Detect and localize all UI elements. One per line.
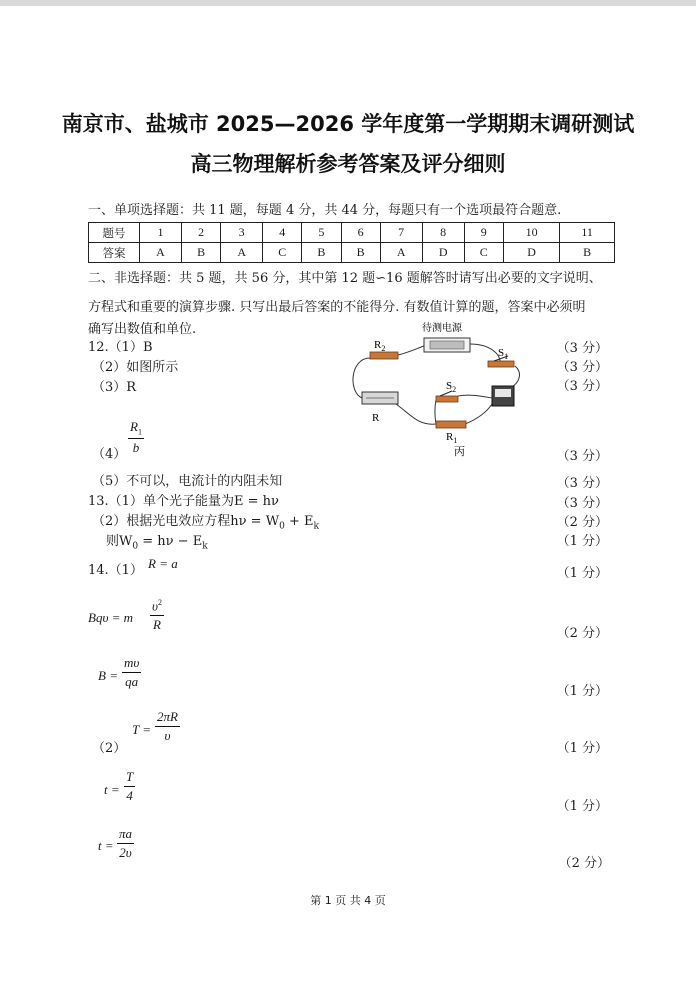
numerator-superscript: 2 xyxy=(157,598,162,607)
q13-part3 xyxy=(106,530,208,552)
q12-part5: （5）不可以，电流计的内阻未知 xyxy=(92,474,283,489)
label-r: R xyxy=(372,412,380,424)
figure-label: 丙 xyxy=(454,445,465,458)
fraction-denominator: qa xyxy=(125,674,139,689)
fraction-denominator: R xyxy=(153,617,161,633)
q13-part2-sub: 0 xyxy=(279,521,285,532)
label-r2-sub: 2 xyxy=(381,344,386,353)
table-cell: D xyxy=(503,243,559,263)
score-label: （3 分） xyxy=(556,379,608,394)
document-title: 南京市、盐城市 2025—2026 学年度第一学期期末调研测试 xyxy=(61,112,635,136)
score-label: （1 分） xyxy=(556,741,608,756)
q12-part3: （3）R xyxy=(92,380,137,395)
q12-part4-fraction xyxy=(128,419,144,456)
score-label: （3 分） xyxy=(556,449,608,464)
q14-eq4-lhs: T = xyxy=(132,722,152,737)
q13-part2-tail-sub: k xyxy=(313,521,319,532)
score-label: （3 分） xyxy=(556,476,608,491)
section2-heading-line3: 确写出数值和单位. xyxy=(88,322,197,337)
section1-heading: 一、单项选择题：共 11 题，每题 4 分，共 44 分，每题只有一个选项最符合题意. xyxy=(88,203,562,218)
q14-eq6-fraction xyxy=(117,826,134,861)
wire xyxy=(458,395,492,398)
q12-part4-label: （4） xyxy=(92,447,127,462)
table-cell: 3 xyxy=(221,223,263,243)
label-source: 待测电源 xyxy=(422,323,462,334)
table-cell: A xyxy=(221,243,263,263)
galvanometer-dial xyxy=(495,389,511,397)
q13-part3-text: 则W xyxy=(106,534,133,549)
label-s1-sub: 1 xyxy=(504,352,509,361)
label-s2-main: S xyxy=(446,380,453,392)
label-r2 xyxy=(374,339,385,353)
q14-eq5-fraction xyxy=(124,769,135,804)
score-label: （2 分） xyxy=(556,626,608,641)
document-page xyxy=(0,6,696,992)
q14-eq4-fraction xyxy=(155,709,180,744)
numerator-text: υ xyxy=(152,598,158,614)
table-row-answers xyxy=(89,243,615,263)
wire xyxy=(465,404,492,424)
fraction-numerator: T xyxy=(124,769,135,787)
table-cell: 11 xyxy=(560,223,615,243)
circuit-diagram xyxy=(340,314,540,464)
q13-part2-tail: + E xyxy=(284,514,314,529)
table-cell: 4 xyxy=(263,223,302,243)
table-cell: B xyxy=(560,243,615,263)
fraction-numerator: mυ xyxy=(122,655,141,673)
label-r1 xyxy=(446,431,457,445)
wire xyxy=(470,344,500,362)
label-s2 xyxy=(446,380,456,394)
table-cell: B xyxy=(182,243,221,263)
fraction-denominator: υ xyxy=(164,728,171,743)
table-cell: 5 xyxy=(302,223,341,243)
q14-part1-label: 14.（1） xyxy=(88,563,143,578)
q13-part3-sub: 0 xyxy=(132,541,139,552)
table-cell: 10 xyxy=(503,223,559,243)
fraction-numerator: 2πR xyxy=(155,709,180,727)
score-label: （1 分） xyxy=(556,566,608,581)
table-cell: 8 xyxy=(422,223,464,243)
numerator-text: R xyxy=(130,419,138,434)
table-cell: 9 xyxy=(464,223,503,243)
resistor-r1 xyxy=(436,421,466,428)
table-cell: 7 xyxy=(380,223,422,243)
document-subtitle: 高三物理解析参考答案及评分细则 xyxy=(190,152,506,176)
switch-s2 xyxy=(436,396,458,402)
score-label: （2 分） xyxy=(556,515,608,530)
q14-eq1: R = a xyxy=(148,556,178,571)
score-label: （1 分） xyxy=(556,799,608,814)
q14-eq3-lhs: B = xyxy=(98,668,118,683)
page-footer: 第 1 页 共 4 页 xyxy=(310,894,386,907)
table-cell: C xyxy=(263,243,302,263)
label-r1-main: R xyxy=(446,431,454,443)
q13-part2 xyxy=(92,510,319,532)
label-s2-sub: 2 xyxy=(452,385,457,394)
label-r2-main: R xyxy=(374,339,382,351)
q14-eq2-fraction xyxy=(150,598,164,633)
row-header-answer: 答案 xyxy=(89,243,140,263)
q14-eq5-lhs: t = xyxy=(104,782,120,797)
section2-heading-line1: 二、非选择题：共 5 题，共 56 分，其中第 12 题∽16 题解答时请写出必要的文字说明、 xyxy=(88,271,602,286)
q13-part3-tail-sub: k xyxy=(202,541,208,552)
fraction-numerator: πa xyxy=(117,826,134,844)
q13-part3-tail: = hν − E xyxy=(138,534,203,549)
fraction-denominator: 2υ xyxy=(119,845,132,860)
fraction-numerator xyxy=(128,419,144,439)
table-cell: D xyxy=(422,243,464,263)
wire xyxy=(396,404,436,424)
battery-cells xyxy=(430,341,464,349)
answer-table xyxy=(88,222,615,263)
q14-eq3-fraction xyxy=(122,655,141,690)
resistor-r2 xyxy=(370,352,398,359)
row-header-number: 题号 xyxy=(89,223,140,243)
table-cell: A xyxy=(380,243,422,263)
fraction-denominator: 4 xyxy=(126,788,133,803)
table-cell: A xyxy=(140,243,182,263)
score-label: （1 分） xyxy=(556,684,608,699)
section2-heading-line2: 方程式和重要的演算步骤. 只写出最后答案的不能得分. 有数值计算的题，答案中必须明 xyxy=(88,300,586,315)
label-s1 xyxy=(498,347,508,361)
wire xyxy=(398,346,424,355)
table-cell: B xyxy=(341,243,380,263)
table-cell: 1 xyxy=(140,223,182,243)
q12-part2: （2）如图所示 xyxy=(92,360,179,375)
score-label: （2 分） xyxy=(558,856,610,871)
q14-eq6-lhs: t = xyxy=(98,838,114,853)
score-label: （3 分） xyxy=(556,360,608,375)
table-row-numbers xyxy=(89,223,615,243)
score-label: （3 分） xyxy=(556,496,608,511)
fraction-numerator xyxy=(150,598,164,616)
table-cell: 6 xyxy=(341,223,380,243)
score-label: （3 分） xyxy=(556,341,608,356)
table-cell: 2 xyxy=(182,223,221,243)
label-s1-main: S xyxy=(498,347,505,359)
q14-eq2-lhs: Bqυ = m xyxy=(88,610,134,625)
q12-part1: 12.（1）B xyxy=(88,340,153,355)
numerator-subscript: 1 xyxy=(137,427,142,437)
q13-part1: 13.（1）单个光子能量为E = hν xyxy=(88,494,279,509)
switch-s1 xyxy=(488,361,514,367)
label-r1-sub: 1 xyxy=(453,436,458,445)
table-cell: C xyxy=(464,243,503,263)
score-label: （1 分） xyxy=(556,534,608,549)
wire xyxy=(510,366,519,388)
table-cell: B xyxy=(302,243,341,263)
fraction-denominator: b xyxy=(132,439,140,455)
q13-part2-text: （2）根据光电效应方程hν = W xyxy=(92,514,280,529)
q14-part2-label: （2） xyxy=(92,741,127,756)
wire xyxy=(435,400,436,424)
